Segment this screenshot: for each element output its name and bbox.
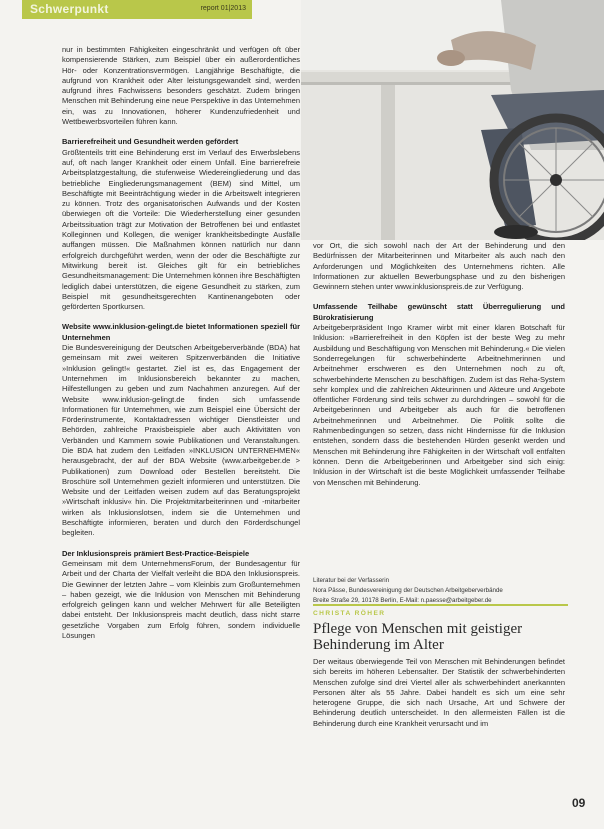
paragraph-inklusionspreis: Gemeinsam mit dem UnternehmensForum, der Bundesagentur für Arbeit und der Charta der Vielfalt verleiht die BDA den Inklusionspreis. Die Gewinner der letzten Jahre – vom Kleinbis zum Großunternehmen – haben gezeigt, wie die Inklusion von Menschen mit Behinderung erfolgreich gelingen kann und welcher Mehrwert für alle Beteiligten dabei entsteht. Der Inklusionspreis macht deutlich, dass nicht starre gesetzliche Vorgaben zum Erfolg führen, sondern individuelle Lösungen	[62, 558, 300, 641]
article-divider	[313, 604, 568, 606]
literature-title: Literatur bei der Verfasserin	[313, 577, 390, 584]
heading-teilhabe: Umfassende Teilhabe gewünscht statt Überregulierung und Bürokratisierung	[313, 302, 565, 322]
article-author: CHRISTA RÖHER	[313, 610, 386, 617]
paragraph-barrierefreiheit: Größtenteils tritt eine Behinderung erst im Verlauf des Erwerbslebens auf, oft nach langer Krankheit oder einem Unfall. Eine barrierefreie Arbeitsplatzgestaltung, die stufenweise Wiedereingliederung und das betriebliche Eingliederungsmanagement (BEM) sind Mittel, um Beschäftigte mit Beeinträchtigung wieder in die Arbeitswelt integrieren zu können. Trotz des organisatorischen Aufwands und der Kosten überwiegen oft die Vorteile: Die Wiederherstellung einer gesunden Arbeitssituation trägt zur Motivation der Betroffenen bei und entlastet Kolleginnen und Kollegen, die weniger krankheitsbedingte Ausfälle auffangen müssen. Die Maßnahmen können natürlich nur dann erfolgreich durchgeführt werden, wenn der oder die Beschäftigte zur Mitwirkung bereit ist. Gleiches gilt für ein betriebliches Gesundheitsmanagement: Die Unternehmen können ihre Beschäftigten lediglich dabei unterstützen, die eigene Gesundheit zu stärken, zum Beispiel mit gesundheitsgerechten Kantinenangeboten oder geförderten Sportkursen.	[62, 147, 300, 312]
literature-note	[313, 576, 565, 606]
section-title: Schwerpunkt	[30, 2, 109, 16]
literature-author: Nora Pässe, Bundesvereinigung der Deutschen Arbeitgeberverbände	[313, 587, 503, 594]
heading-website: Website www.inklusion-gelingt.de bietet Informationen speziell für Unternehmen	[62, 322, 300, 342]
paragraph-continuation: vor Ort, die sich sowohl nach der Art der Behinderung und den Bedürfnissen der Mitarbeiterinnen und Mitarbeiter als auch nach den Anforderungen und Möglichkeiten des Unternehmens richten. Alle Informationen zur aktuellen Bewerbungsphase und zu den bisherigen Gewinnern stehen unter www.inklusionspreis.de zur Verfügung.	[313, 241, 565, 292]
paragraph-website: Die Bundesvereinigung der Deutschen Arbeitgeberverbände (BDA) hat gemeinsam mit zwei weiteren Spitzenverbänden die Initiative »Inklusion gelingt!« gestartet. Ziel ist es, das Engagement der Unternehmen im Inklusionsbereich bekannter zu machen, Hilfestellungen zu geben und zum Nachahmen anzuregen. Auf der Website www.inklusion-gelingt.de finden sich umfassende Informationen für Unternehmen, wie zum Beispiel eine Übersicht der Förderinstrumente, Kontaktadressen wichtiger Dienstleister und Behörden, zahlreiche Praxisbeispiele aber auch Aktivitäten von Verbänden und Kammern sowie Publikationen und Veranstaltungen. Die BDA hat zudem den Leitfaden »INKLUSION UNTERNEHMEN« herausgebracht, der auf der BDA Website (www.arbeitgeber.de > Publikationen) zum Download oder Bestellen bereitsteht. Die Broschüre soll Unternehmen gezielt informieren und unterstützen. Die Website und der Leitfaden weisen zudem auf das Beratungsprojekt »Wirtschaft inklusiv« hin. Die Projektmitarbeiterinnen und -mitarbeiter wirken als Inklusionslotsen, indem sie die Unternehmen und Beschäftigte informieren, beraten und durch den Förderdschungel begleiten.	[62, 343, 300, 538]
article-body	[313, 657, 565, 729]
intro-paragraph: nur in bestimmten Fähigkeiten eingeschränkt und verfügen oft über kompensierende Stärken, zum Beispiel über ein außerordentliches Hör- oder Konzentrationsvermögen. Langjährige Beschäftigte, die aufgrund von Krankheit oder Alter leistungsgewandelt sind, werden aufgrund ihres Fachwissens besonders geschätzt. Zudem bringen Menschen mit Behinderung eine neue Perspektive in das Unternehmen ein, was zu Innovationen, höherer Kundenzufriedenheit und Wettbewerbsvorteilen führen kann.	[62, 45, 300, 127]
wheelchair-photo	[301, 0, 604, 240]
issue-label: report 01|2013	[200, 5, 246, 12]
heading-barrierefreiheit: Barrierefreiheit und Gesundheit werden gefördert	[62, 137, 239, 147]
article-title: Pflege von Menschen mit geistiger Behinderung im Alter	[313, 621, 523, 653]
page-number: 09	[572, 796, 586, 810]
left-column	[62, 45, 300, 641]
article-paragraph: Der weitaus überwiegende Teil von Menschen mit Behinderungen befindet sich bereits im höheren Lebensalter. Der Statistik der schwerbehinderten Menschen zufolge sind drei Viertel aller als schwerbehindert anerkannten Personen älter als 55 Jahre. Dabei handelt es sich um eine sehr heterogene Gruppe, die sich nach Ursache, Art und Schwere der Behinderung deutlich unterscheidet. In den allermeisten Fällen ist die Behinderung durch eine Krankheit verursacht und im	[313, 657, 565, 728]
literature-address: Breite Straße 29, 10178 Berlin, E-Mail: n.paesse@arbeitgeber.de	[313, 597, 492, 604]
right-column	[313, 241, 565, 488]
heading-inklusionspreis: Der Inklusionspreis prämiert Best-Practice-Beispiele	[62, 548, 250, 558]
section-header-bar	[22, 0, 252, 19]
paragraph-teilhabe: Arbeitgeberpräsident Ingo Kramer wirbt mit einer klaren Botschaft für Inklusion: »Barrierefreiheit in den Köpfen ist der beste Weg zu mehr Ausbildung und Beschäftigung von Menschen mit Behinderung.« Die vielen Sonderregelungen für schwerbehinderte Arbeitnehmerinnen und Arbeitnehmer erschweren es den Unternehmen noch zu oft, schwerbehinderte Menschen zu beschäftigen. Zudem ist das Reha-System sehr komplex und die zahlreichen Akteurinnen und Akteure und Angebote öffentlicher Förderung sind teils schwer zu durchdringen – sowohl für die Arbeitgeberinnen und Arbeitgeber als auch für die betroffenen Arbeitnehmerinnen und Arbeitnehmer. Die Politik sollte die Rahmenbedingungen so setzen, dass nicht Hindernisse für die Inklusion entstehen, sondern dass die bestehenden Hürden gesenkt werden und Menschen mit Behinderung ihre Fähigkeiten in der Wirtschaft voll entfalten können. Denn die Arbeitgeberinnen und Arbeitgeber sind sich einig: Inklusion in der Wirtschaft ist die beste Möglichkeit umfassender Teilhabe von Menschen mit Behinderung.	[313, 323, 565, 487]
